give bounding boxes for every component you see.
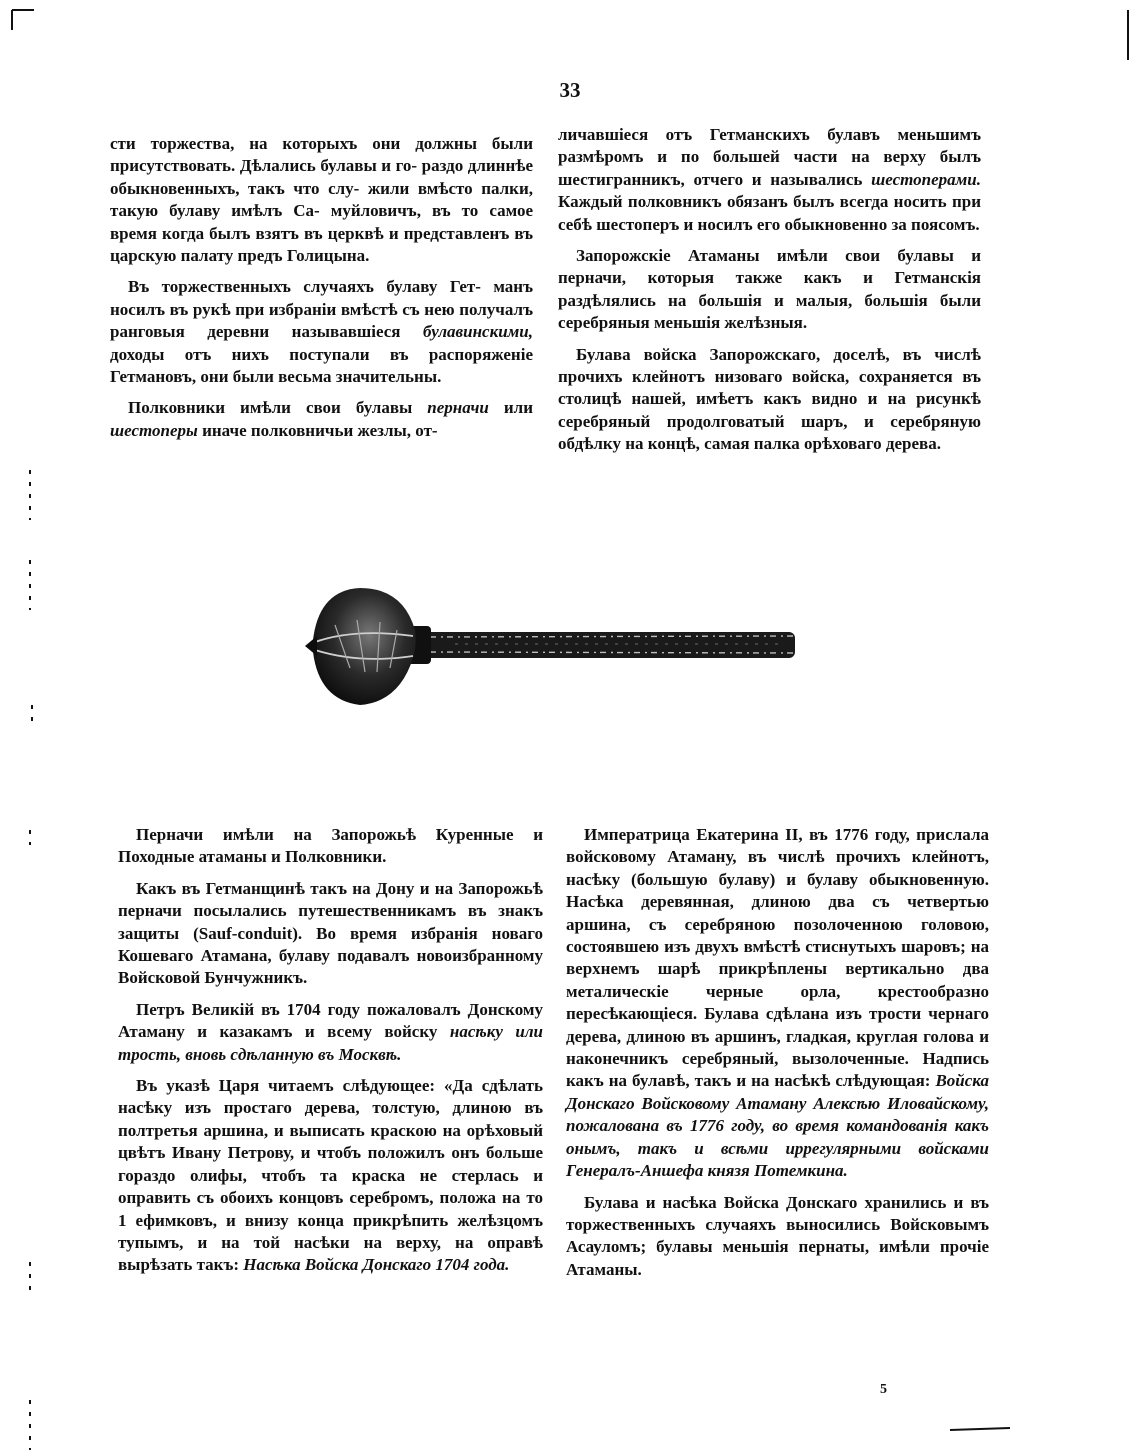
line: палату предъ Голицына. <box>180 246 370 266</box>
signature-mark: 5 <box>880 1382 887 1397</box>
paragraph-tr-3: Булава войска Запорожскаго, доселѣ, въ числѣ прочихъ клейнотъ низоваго войска, сохраняется въ столицѣ нашей, имѣетъ какъ видно и на рисункѣ серебряный продолговатый шаръ, и серебряную обдѣлку на концѣ, самая палка орѣховаго дерева. <box>558 344 981 454</box>
paragraph-br-2: Булава и насѣка Войска Донскаго хранились и въ торжественныхъ случаяхъ выносились Войсковымъ Асауломъ; булавы меньшія пернаты, имѣли прочіе Атаманы. <box>566 1192 989 1279</box>
text: личавшіеся отъ Гетманскихъ булавъ меньшимъ размѣромъ и по большей части на верху былъ шестигранникъ, отчего и назывались <box>558 125 981 189</box>
line: были присутствовать. Дѣлались булавы и го- <box>110 134 533 176</box>
text: или <box>488 398 533 418</box>
emphasis: булавинскими, <box>422 322 533 342</box>
emphasis: насѣку или трость, вновь сдѣланную въ Москвѣ. <box>118 1022 543 1064</box>
emphasis: шестоперы <box>110 420 198 440</box>
line: раздо длиннѣе обыкновенныхъ, такъ что слу- <box>110 156 534 198</box>
text: иначе полковничьи жезлы, от- <box>197 420 438 440</box>
text: Императрица Екатерина II, въ 1776 году, прислала войсковому Атаману, въ числѣ прочихъ клейнотъ, насѣку (большую булаву) и булаву обыкновенную. Насѣка деревянная, длиною два съ четвертью аршина, съ серебряною позолоченною головою, состоявшею изъ двухъ вмѣстѣ стиснутыхъ шаровъ; на верхнемъ шарѣ прикрѣплены вертикально два металическіе черные орла, крестообразно пересѣкающіеся. Булава сдѣлана изъ трости чернаго дерева, длиною въ аршинъ, гладкая, круглая голова и наконечникъ серебряный, вызолоченные. Надпись какъ на булавѣ, такъ и на насѣкѣ слѣдующая: <box>566 825 989 1091</box>
text: Полковники имѣли свои булавы <box>128 398 428 418</box>
line: муйловичъ, въ то самое время когда былъ <box>110 201 533 243</box>
emphasis: Войска Донскаго Войсковому Атаману Алексѣю Иловайскому, пожалована въ 1776 году, во время командованія какъ онымъ, такъ и всѣми иррегулярными войсками Генералъ-Аншефа князя Потемкина. <box>566 1071 989 1181</box>
line: манъ носилъ въ рукѣ при избраніи вмѣстѣ съ <box>110 277 533 319</box>
line: взятъ въ церквѣ и представленъ въ царскую <box>110 223 533 266</box>
emphasis: Насѣка Войска Донскаго 1704 года. <box>243 1255 510 1275</box>
text: Петръ Великій въ 1704 году пожаловалъ Донскому Атаману и казакамъ и всему войску <box>118 999 543 1042</box>
corner-mark <box>12 10 34 30</box>
text: Въ указѣ Царя читаемъ слѣдующее: «Да сдѣлать насѣку изъ простаго дерева, толстую, длиною въ полтретья аршина, и выписать краскою на орѣховый цвѣтъ Ивану Петрову, и чтобъ положилъ онъ больше гораздо олифы, чтобъ та краска не стерлась и оправить съ обоихъ концовъ серебромъ, положа на то 1 ефимковъ, и внизу конца прикрѣпить желѣзцомъ тупымъ, и на той насѣки на верху, на оправѣ вырѣзать такъ: <box>118 1076 543 1275</box>
emphasis: перначи <box>427 398 489 418</box>
paragraph-bl-2: Какъ въ Гетманщинѣ такъ на Дону и на Запорожьѣ перначи посылались путешественникамъ въ знакъ защиты (Sauf-conduit). Во время избранія новаго Кошеваго Атамана, булаву подавалъ новоизбранному Войсковой Бунчужникъ. <box>118 878 543 988</box>
text: доходы отъ нихъ поступали въ распоряженіе Гетмановъ, они были весьма значительны. <box>110 344 533 387</box>
page-number: 33 <box>559 78 581 102</box>
paragraph-bl-1: Перначи имѣли на Запорожьѣ Куренные и Походные атаманы и Полковники. <box>118 825 543 867</box>
paragraph-tr-2: Запорожскіе Атаманы имѣли свои булавы и перначи, которыя также какъ и Гетманскія раздѣлялись на большія и малыя, большія были серебряныя меньшія желѣзныя. <box>558 246 981 333</box>
line: Въ торжественныхъ случаяхъ булаву Гет- <box>128 277 481 297</box>
line: нею получалъ ранговыя деревни называвшіеся <box>110 299 533 342</box>
margin-dashes <box>30 470 32 1450</box>
line: жили вмѣсто палки, такую булаву имѣлъ Са- <box>110 178 534 221</box>
footer-line <box>950 1428 1010 1430</box>
emphasis: шестоперами. <box>871 169 981 189</box>
text: Каждый полковникъ обязанъ былъ всегда носить при себѣ шестоперъ и носилъ его обыкновенно за поясомъ. <box>558 192 981 234</box>
line: сти торжества, на которыхъ они должны <box>110 134 477 153</box>
